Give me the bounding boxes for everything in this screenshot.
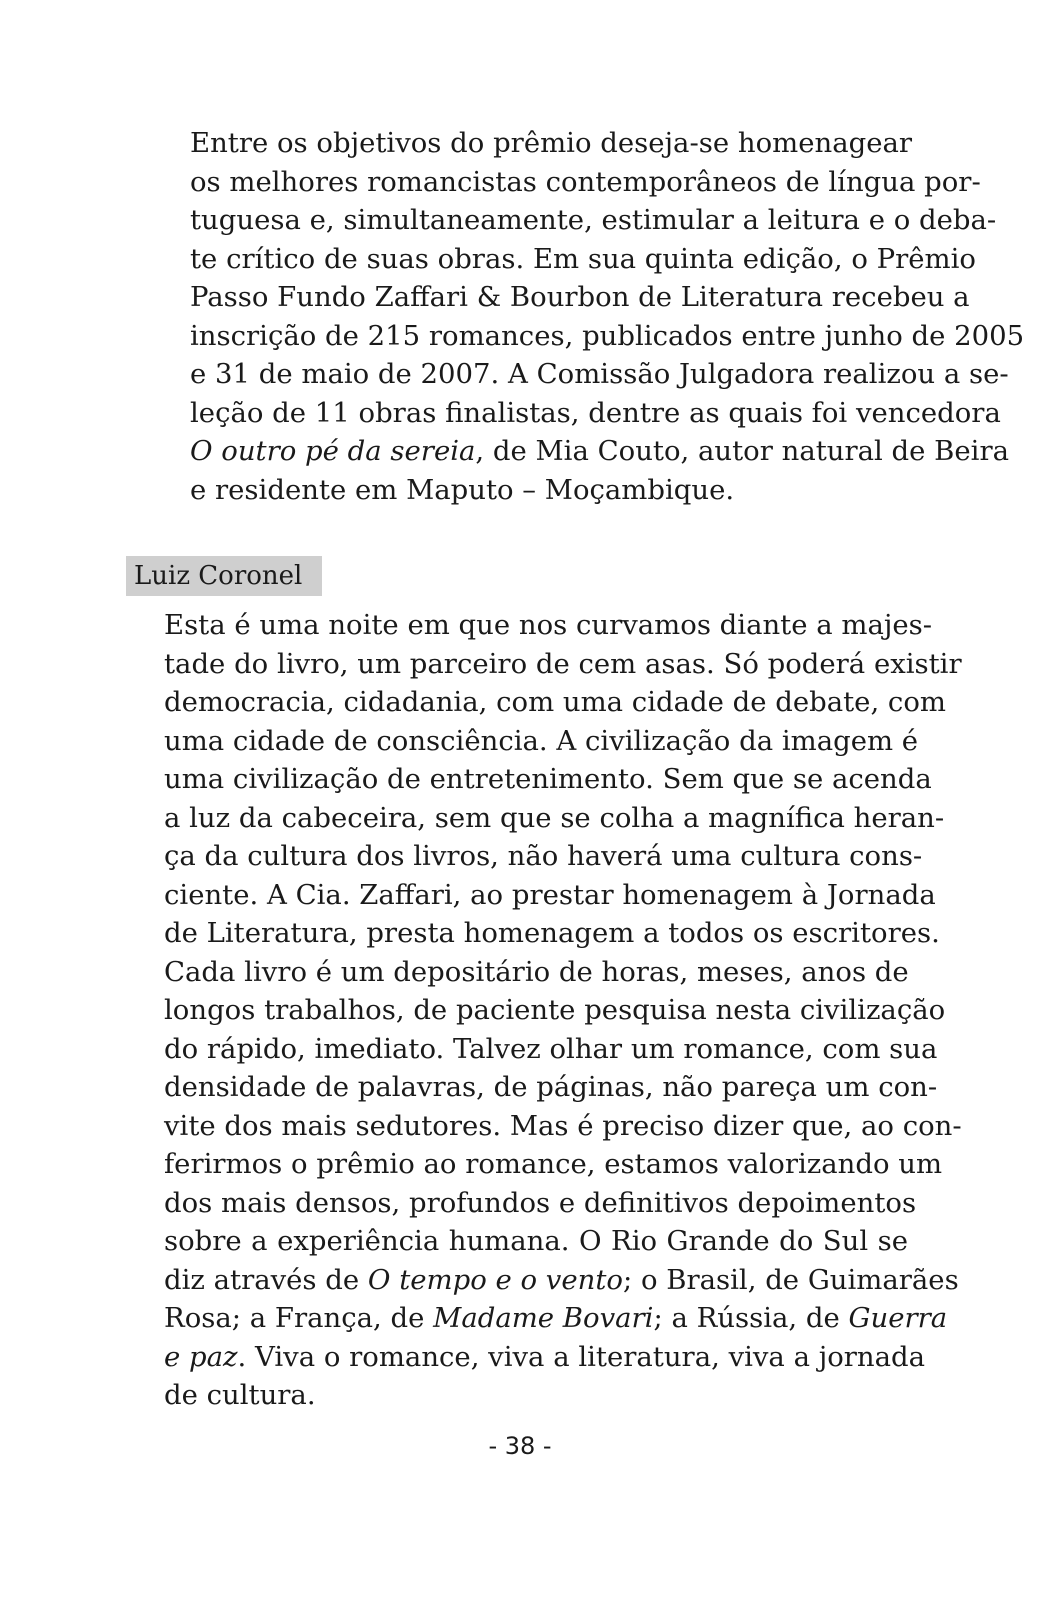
text-run: , de Mia Couto, autor natural de Beira (475, 435, 1009, 467)
text-run: ; a Rússia, de (653, 1302, 849, 1334)
text-run: . Viva o romance, viva a literatura, viva a jornada (237, 1340, 926, 1373)
text-line: Cada livro é um depositário de horas, meses, anos de (164, 955, 909, 988)
text-line: uma civilização de entretenimento. Sem que se acenda (164, 763, 932, 795)
intro-paragraph (128, 124, 1025, 509)
text-line: Esta é uma noite em que nos curvamos diante a majes- (164, 609, 933, 641)
text-line: democracia, cidadania, com uma cidade de debate, com (164, 686, 946, 718)
text-run: diz através de (164, 1263, 368, 1296)
text-line: uma cidade de consciência. A civilização da imagem é (164, 724, 919, 757)
text-line: os melhores romancistas contemporâneos de língua por- (190, 165, 981, 198)
text-line (164, 1338, 926, 1377)
book-title-italic: Madame Bovari (433, 1302, 654, 1334)
text-line: a luz da cabeceira, sem que se colha a magnífica heran- (164, 801, 945, 834)
text-line (164, 1261, 959, 1300)
text-line: densidade de palavras, de páginas, não pareça um con- (164, 1071, 938, 1103)
text-line: te crítico de suas obras. Em sua quinta edição, o Prêmio (190, 242, 976, 275)
text-line: leção de 11 obras finalistas, dentre as quais foi vencedora (190, 396, 1001, 429)
text-line (164, 1299, 948, 1338)
text-line: e 31 de maio de 2007. A Comissão Julgadora realizou a se- (190, 358, 1009, 390)
text-line: de cultura. (164, 1379, 316, 1411)
text-line: Entre os objetivos do prêmio deseja-se homenagear (190, 127, 913, 159)
text-line: ça da cultura dos livros, não haverá uma cultura cons- (164, 840, 923, 872)
text-run: Rosa; a França, de (164, 1302, 434, 1334)
text-line: de Literatura, presta homenagem a todos os escritores. (164, 917, 940, 949)
text-line: ciente. A Cia. Zaffari, ao prestar homenagem à Jornada (164, 878, 936, 911)
text-line (128, 432, 1009, 471)
text-line: inscrição de 215 romances, publicados entre junho de 2005 (190, 319, 1025, 352)
text-run: ; o Brasil, de Guimarães (622, 1263, 959, 1296)
page-number: - 38 - (488, 1432, 552, 1460)
speech-paragraph (164, 606, 962, 1415)
text-line: e residente em Maputo – Moçambique. (190, 473, 735, 506)
text-line: vite dos mais sedutores. Mas é preciso dizer que, ao con- (164, 1109, 962, 1142)
text-line: do rápido, imediato. Talvez olhar um romance, com sua (164, 1032, 938, 1065)
text-line: sobre a experiência humana. O Rio Grande do Sul se (164, 1225, 908, 1257)
book-title-italic: O tempo e o vento (367, 1263, 623, 1296)
text-line: tade do livro, um parceiro de cem asas. Só poderá existir (164, 647, 962, 680)
text-line: longos trabalhos, de paciente pesquisa nesta civilização (164, 994, 946, 1026)
text-line: ferirmos o prêmio ao romance, estamos valorizando um (164, 1148, 943, 1180)
book-title-italic: e paz (164, 1340, 238, 1373)
speaker-name-label: Luiz Coronel (126, 556, 322, 596)
text-line: dos mais densos, profundos e definitivos depoimentos (164, 1186, 917, 1219)
text-line: Passo Fundo Zaffari & Bourbon de Literatura recebeu a (190, 281, 970, 313)
book-title-italic: Guerra (848, 1302, 948, 1334)
book-title-italic: O outro pé da sereia (190, 435, 476, 467)
text-line: tuguesa e, simultaneamente, estimular a leitura e o deba- (190, 204, 997, 236)
